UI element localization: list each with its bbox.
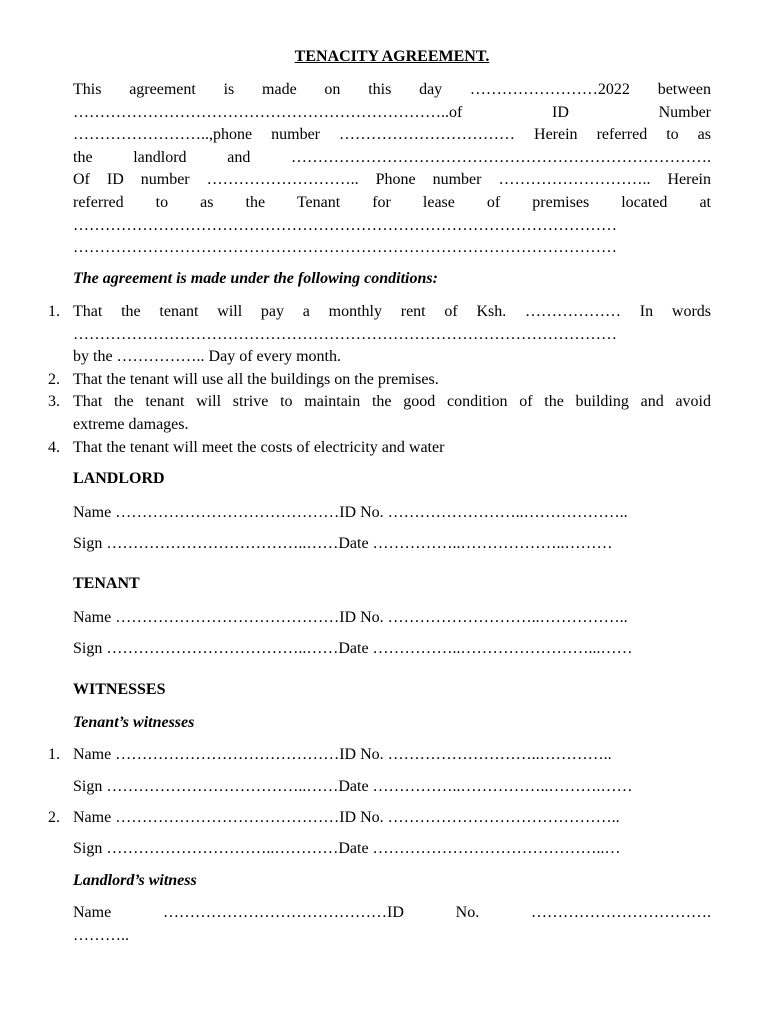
tenant-witness-1-name-line: [48, 745, 711, 765]
conditions-heading: The agreement is made under the following conditions:: [73, 270, 438, 287]
intro-paragraph: [73, 79, 711, 260]
landlord-sign-line: Sign ………………………………..……Date ……………..………………..………: [73, 535, 613, 552]
landlord-witness-name-line: Name ……………………………………ID No. …………………………….: [73, 904, 711, 921]
tenant-witness-1-sign-line: Sign ………………………………..……Date ……………..……………..……….……: [73, 778, 633, 795]
intro-line: referred to as the Tenant for lease of premises located at: [73, 193, 711, 211]
tenant-witness-2-name-line: [48, 808, 711, 828]
condition-item: [48, 391, 711, 436]
intro-line: ……………………..,phone number …………………………… Herein referred to as: [73, 126, 711, 144]
intro-line: …………………………………………………………………………………………: [73, 239, 617, 257]
condition-number: 1.: [48, 303, 60, 320]
condition-line: by the …………….. Day of every month.: [73, 348, 341, 366]
witness-number: 2.: [48, 809, 60, 826]
tenant-heading: TENANT: [73, 575, 140, 592]
conditions-list: [48, 301, 711, 459]
witness-name-text: Name ……………………………………ID No. ……………………………………..: [73, 809, 620, 826]
landlord-heading: LANDLORD: [73, 470, 165, 487]
tenant-witnesses-heading: Tenant’s witnesses: [73, 714, 195, 731]
witnesses-heading: WITNESSES: [73, 681, 166, 698]
landlord-witness-continuation-line: ………..: [73, 926, 129, 944]
tenant-name-line: Name ……………………………………ID No. ………………………..……………..: [73, 609, 628, 626]
tenant-sign-line: Sign ………………………………..……Date ……………..……………………...……: [73, 640, 633, 657]
intro-line: Of ID number ……………………….. Phone number ……………………….. Herein: [73, 171, 711, 189]
condition-line: That the tenant will pay a monthly rent of Ksh. ……………… In words: [73, 303, 711, 320]
condition-line: That the tenant will use all the buildings on the premises.: [73, 370, 439, 388]
document-title: TENACITY AGREEMENT.: [294, 48, 490, 65]
condition-item: [48, 437, 711, 460]
condition-number: 2.: [48, 370, 60, 388]
condition-number: 3.: [48, 393, 60, 411]
condition-item: [48, 369, 711, 392]
condition-line: extreme damages.: [73, 415, 189, 433]
witness-name-text: Name ……………………………………ID No. ………………………..…………..: [73, 746, 612, 763]
landlord-witness-block: [73, 902, 711, 947]
intro-line: This agreement is made on this day ……………………2022 between: [73, 81, 711, 98]
landlord-witness-heading: Landlord’s witness: [73, 872, 197, 889]
condition-line: That the tenant will strive to maintain the good condition of the building and avoid: [73, 393, 711, 411]
intro-line: ……………………………………………………………..of ID Number: [73, 103, 711, 121]
condition-number: 4.: [48, 438, 60, 456]
condition-item: [48, 301, 711, 369]
condition-line: That the tenant will meet the costs of electricity and water: [73, 438, 445, 456]
intro-line: …………………………………………………………………………………………: [73, 216, 617, 234]
tenant-witness-2-sign-line: Sign …………………………..…………Date ……………………………………..…: [73, 840, 621, 857]
witness-number: 1.: [48, 746, 60, 763]
landlord-name-line: Name ……………………………………ID No. ……………………..………………..: [73, 504, 628, 521]
intro-line: the landlord and …………………………………………………………………….: [73, 148, 711, 166]
condition-line: …………………………………………………………………………………………: [73, 325, 617, 343]
